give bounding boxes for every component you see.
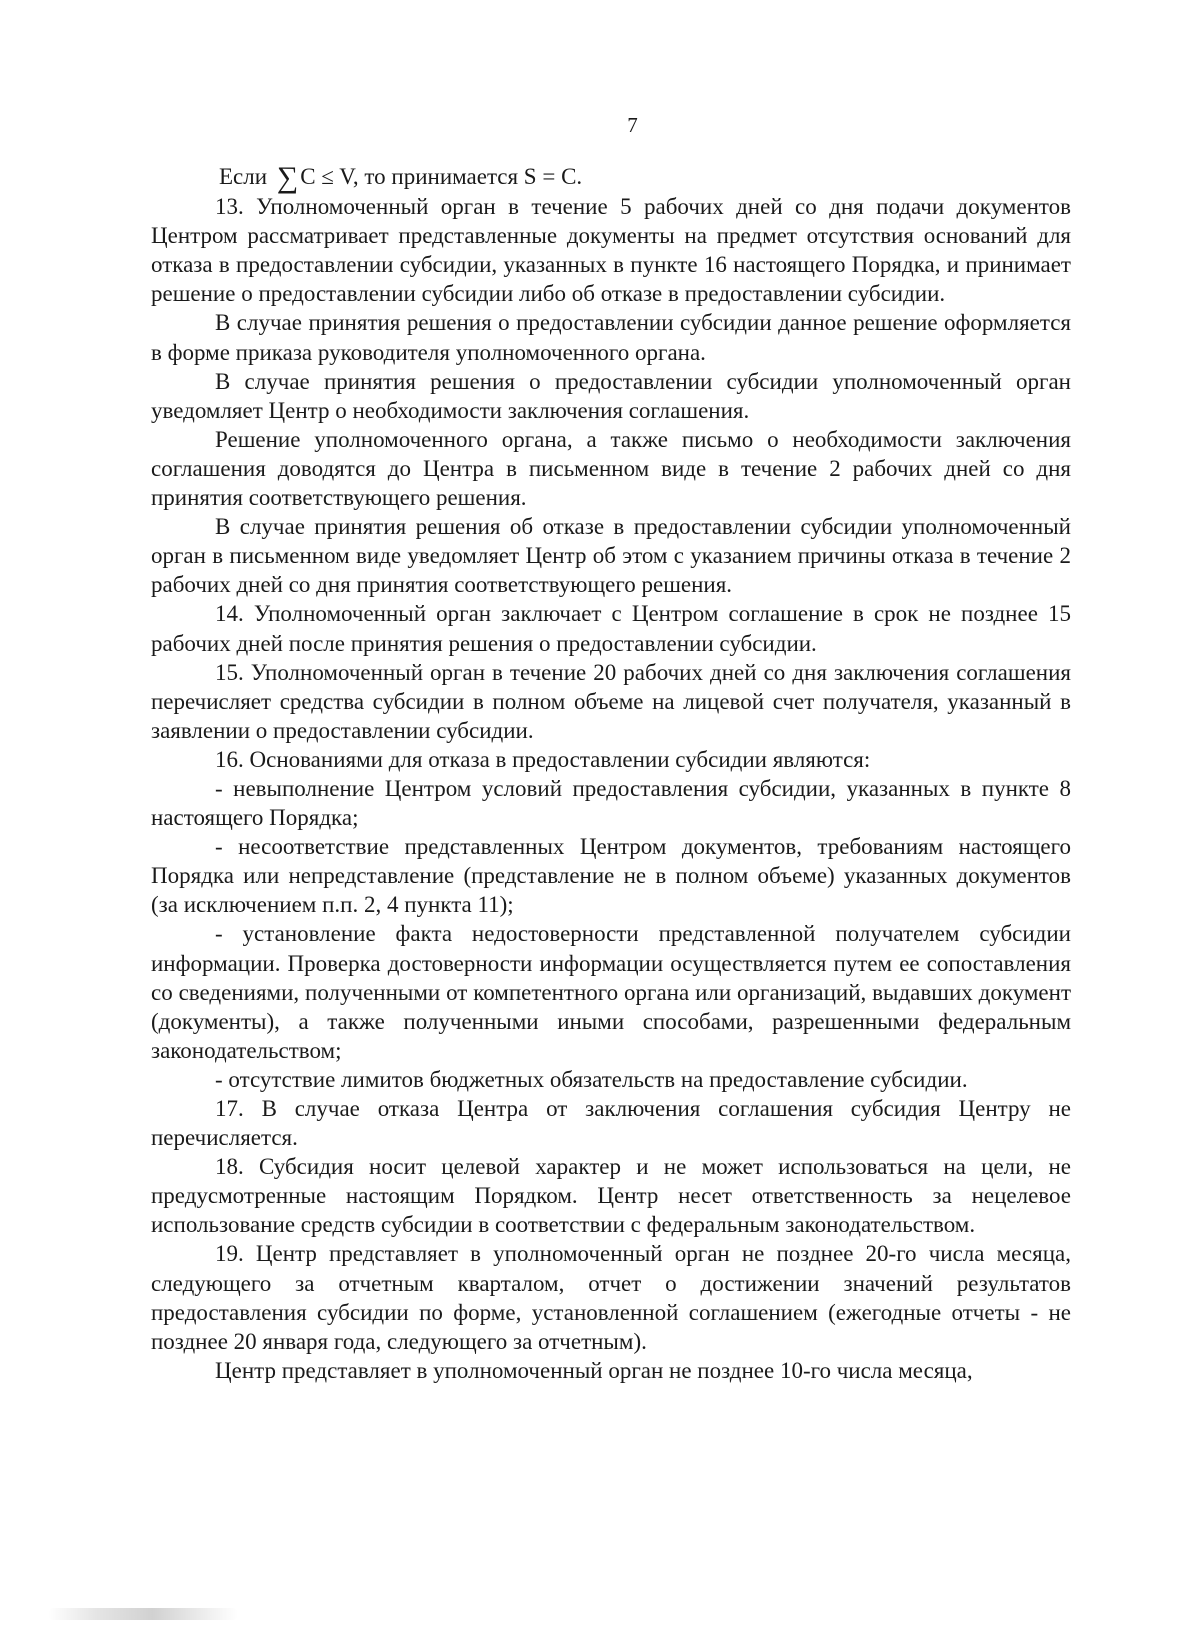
paragraph: В случае принятия решения о предоставлении субсидии уполномоченный орган уведомляет Центр о необходимости заключения соглашения. — [151, 368, 1071, 423]
list-item: - отсутствие лимитов бюджетных обязательств на предоставление субсидии. — [215, 1066, 968, 1092]
scan-artifact — [48, 1608, 238, 1620]
formula-suffix: , то принимается S = C. — [352, 164, 583, 189]
paragraph: В случае принятия решения об отказе в предоставлении субсидии уполномоченный орган в письменном виде уведомляет Центр об этом с указанием причины отказа в течение 2 рабочих дней со дня принятия соответствующего решения. — [151, 514, 1071, 598]
list-item: - несоответствие представленных Центром документов, требованиям настоящего Порядка или непредставление (представление не в полном объеме) указанных документов (за исключением п.п. 2, 4 пункта 11); — [151, 834, 1071, 918]
paragraph-17: 17. В случае отказа Центра от заключения соглашения субсидия Центру не перечисляется. — [151, 1096, 1071, 1151]
paragraph-18: 18. Субсидия носит целевой характер и не может использоваться на цели, не предусмотренные настоящим Порядком. Центр несет ответственность за нецелевое использование средств субсидии в соответствии с федеральным законодательством. — [151, 1154, 1071, 1238]
paragraph-15: 15. Уполномоченный орган в течение 20 рабочих дней со дня заключения соглашения перечисляет средства субсидии в полном объеме на лицевой счет получателя, указанный в заявлении о предоставлении субсидии. — [151, 659, 1071, 743]
paragraph-14: 14. Уполномоченный орган заключает с Центром соглашение в срок не позднее 15 рабочих дней после принятия решения о предоставлении субсидии. — [151, 601, 1071, 656]
list-item: - невыполнение Центром условий предоставления субсидии, указанных в пункте 8 настоящего Порядка; — [151, 775, 1071, 831]
paragraph-16: 16. Основаниями для отказа в предоставлении субсидии являются: — [215, 746, 871, 772]
paragraph: Решение уполномоченного органа, а также письмо о необходимости заключения соглашения доводятся до Центра в письменном виде в течение 2 рабочих дней со дня принятия соответствующего решения. — [151, 426, 1071, 511]
paragraph: Центр представляет в уполномоченный орган не позднее 10-го числа месяца, — [215, 1357, 973, 1383]
page-number: 7 — [627, 113, 638, 137]
paragraph-13: 13. Уполномоченный орган в течение 5 рабочих дней со дня подачи документов Центром рассматривает представленные документы на предмет отсутствия оснований для отказа в предоставлении субсидии, указанных в пункте 16 настоящего Порядка, и принимает решение о предоставлении субсидии либо об отказе в предоставлении субсидии. — [151, 194, 1071, 307]
formula-prefix: Если — [219, 164, 268, 189]
list-item: - установление факта недостоверности представленной получателем субсидии информации. Проверка достоверности информации осуществляется путем ее сопоставления со сведениями, полученными от компетентного органа или организаций, выдавших документ (документы), а также полученными иными способами, разрешенными федеральным законодательством; — [151, 921, 1071, 1063]
document-body — [151, 162, 1071, 1385]
paragraph-19: 19. Центр представляет в уполномоченный орган не позднее 20-го числа месяца, следующего за отчетным кварталом, отчет о достижении значений результатов предоставления субсидии по форме, установленной соглашением (ежегодные отчеты - не позднее 20 января года, следующего за отчетным). — [151, 1241, 1071, 1354]
paragraph: В случае принятия решения о предоставлении субсидии данное решение оформляется в форме приказа руководителя уполномоченного органа. — [151, 310, 1071, 365]
sum-symbol: ∑ — [276, 161, 299, 194]
formula-line — [151, 162, 1071, 192]
formula-condition: C ≤ V — [300, 164, 353, 189]
